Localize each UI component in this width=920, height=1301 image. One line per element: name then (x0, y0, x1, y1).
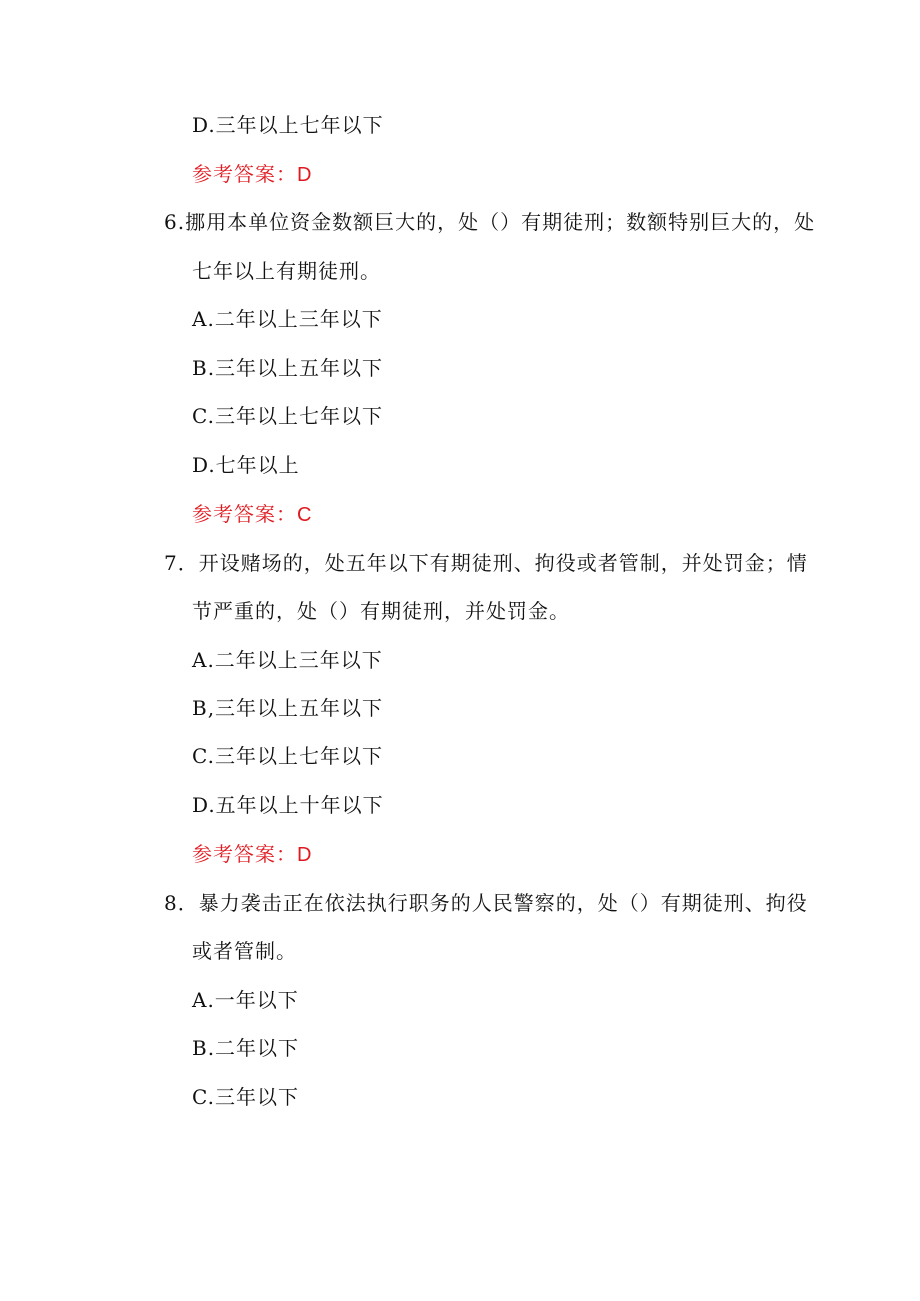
q7-answer (192, 841, 312, 868)
q8-stem-line2: 或者管制。 (192, 939, 297, 963)
q6-answer (192, 501, 312, 528)
q8-stem-line1: 8．暴力袭击正在依法执行职务的人民警察的，处（）有期徒刑、拘役 (164, 891, 808, 915)
q6-stem-line2: 七年以上有期徒刑。 (192, 259, 381, 283)
q8-option-b: B.二年以下 (192, 1036, 300, 1060)
answer-label: 参考答案： (192, 842, 297, 866)
q7-option-d: D.五年以上十年以下 (192, 793, 384, 817)
answer-label: 参考答案： (192, 502, 297, 526)
q6-stem-line1: 6.挪用本单位资金数额巨大的，处（）有期徒刑；数额特别巨大的，处 (164, 210, 816, 234)
q6-option-a: A.二年以上三年以下 (192, 307, 383, 331)
q7-option-b: B,三年以上五年以下 (192, 696, 384, 720)
q8-option-a: A.一年以下 (192, 988, 299, 1012)
answer-value: D (297, 164, 313, 186)
q7-stem-line1: 7．开设赌场的，处五年以下有期徒刑、拘役或者管制，并处罚金；情 (164, 551, 808, 575)
q7-option-c: C.三年以上七年以下 (192, 744, 383, 768)
q7-stem-line2: 节严重的，处（）有期徒刑，并处罚金。 (192, 599, 570, 623)
answer-label: 参考答案： (192, 162, 297, 186)
q6-option-c: C.三年以上七年以下 (192, 404, 383, 428)
q6-option-b: B.三年以上五年以下 (192, 356, 384, 380)
q5-answer (192, 161, 312, 188)
answer-value: D (297, 844, 313, 866)
q6-option-d: D.七年以上 (192, 453, 300, 477)
answer-value: C (297, 504, 313, 526)
q8-option-c: C.三年以下 (192, 1085, 299, 1109)
q5-option-d: D.三年以上七年以下 (192, 113, 384, 137)
q7-option-a: A.二年以上三年以下 (192, 648, 383, 672)
